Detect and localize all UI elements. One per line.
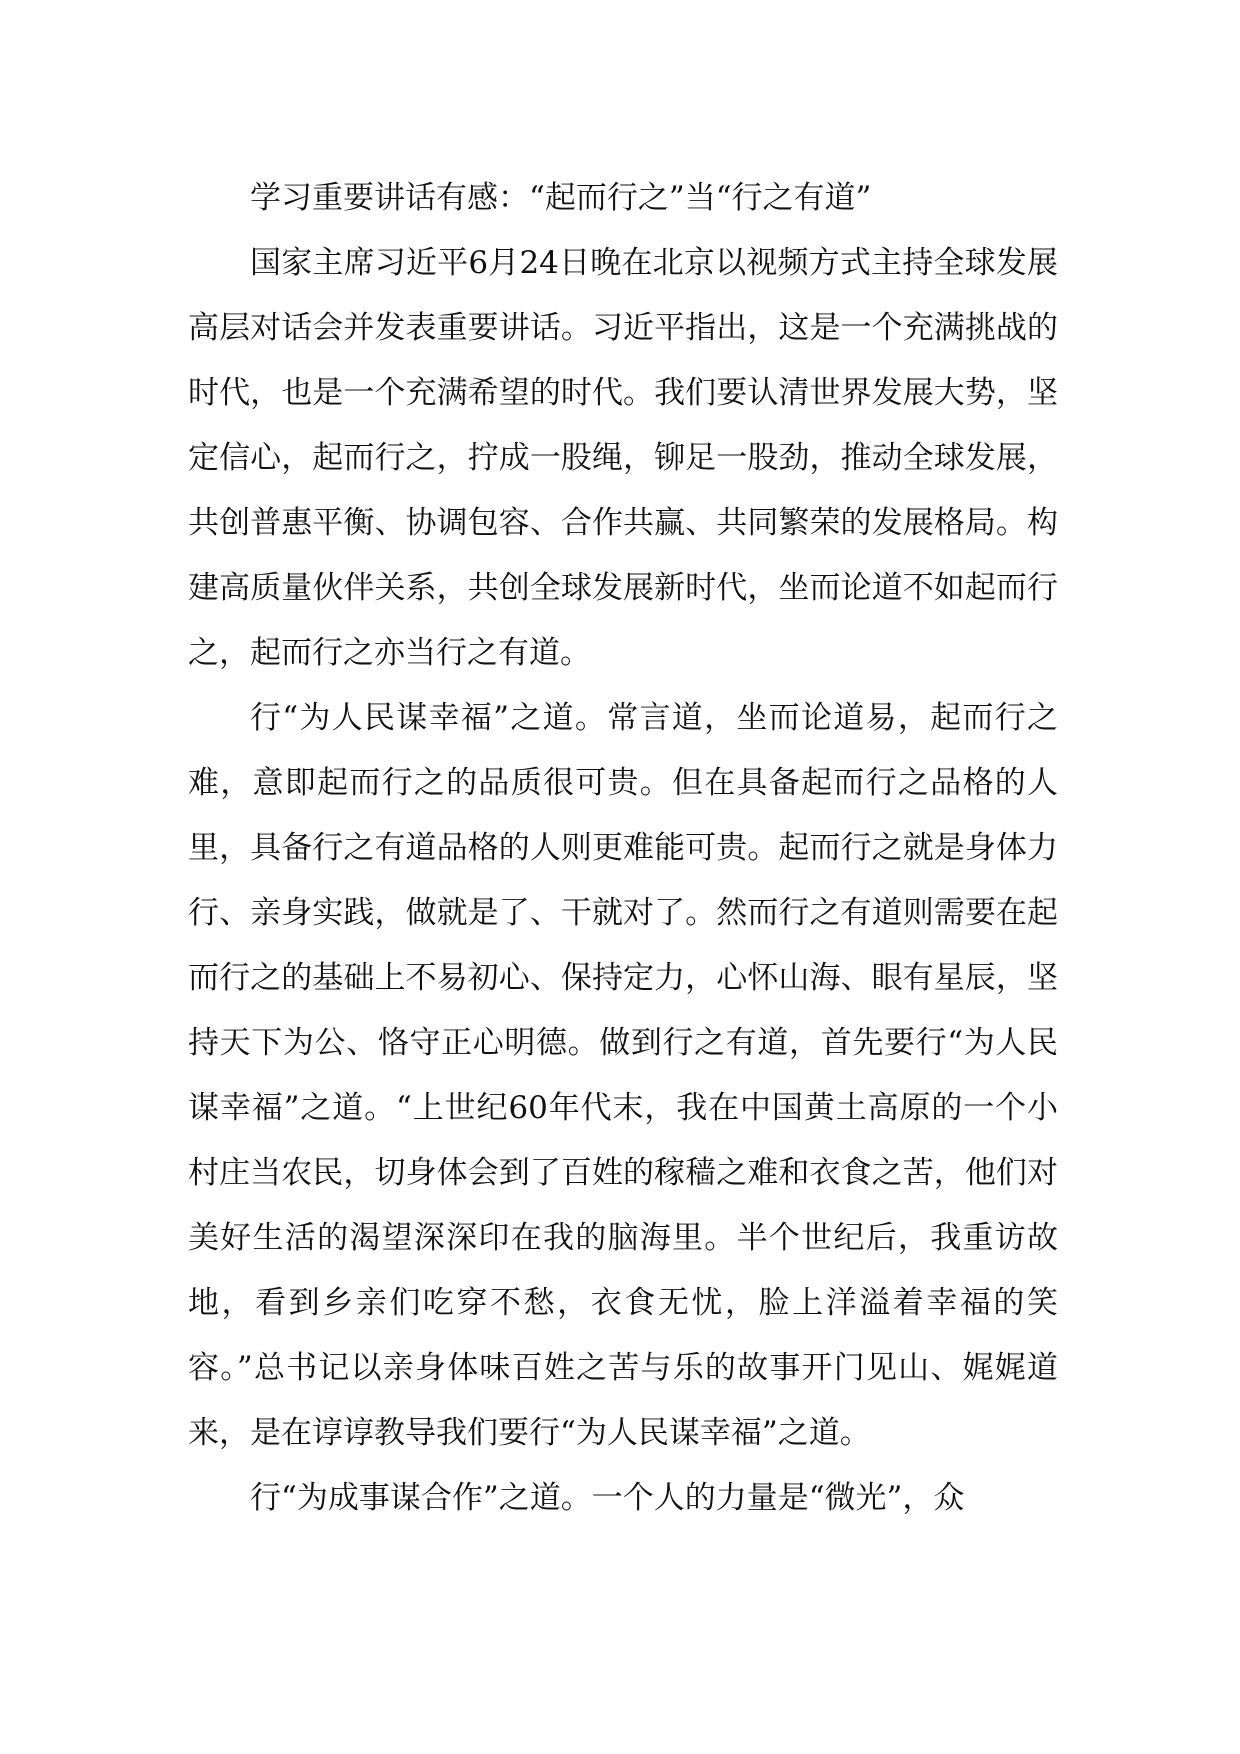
paragraph-3: 行“为成事谋合作”之道。一个人的力量是“微光”，众	[250, 1480, 965, 1516]
document-body	[188, 166, 1058, 1531]
document-title: 学习重要讲话有感：“起而行之”当“行之有道”	[250, 180, 872, 216]
paragraph-1: 国家主席习近平6月24日晚在北京以视频方式主持全球发展高层对话会并发表重要讲话。习近平指出，这是一个充满挑战的时代，也是一个充满希望的时代。我们要认清世界发展大势，坚定信心，起而行之，拧成一股绳，铆足一股劲，推动全球发展，共创普惠平衡、协调包容、合作共赢、共同繁荣的发展格局。构建高质量伙伴关系，共创全球发展新时代，坐而论道不如起而行之，起而行之亦当行之有道。	[188, 245, 1058, 671]
paragraph-2: 行“为人民谋幸福”之道。常言道，坐而论道易，起而行之难，意即起而行之的品质很可贵。但在具备起而行之品格的人里，具备行之有道品格的人则更难能可贵。起而行之就是身体力行、亲身实践，做就是了、干就对了。然而行之有道则需要在起而行之的基础上不易初心、保持定力，心怀山海、眼有星辰，坚持天下为公、恪守正心明德。做到行之有道，首先要行“为人民谋幸福”之道。“上世纪60年代末，我在中国黄土高原的一个小村庄当农民，切身体会到了百姓的稼穑之难和衣食之苦，他们对美好生活的渴望深深印在我的脑海里。半个世纪后，我重访故地，看到乡亲们吃穿不愁，衣食无忧，脸上洋溢着幸福的笑容。”总书记以亲身体味百姓之苦与乐的故事开门见山、娓娓道来，是在谆谆教导我们要行“为人民谋幸福”之道。	[188, 700, 1058, 1451]
